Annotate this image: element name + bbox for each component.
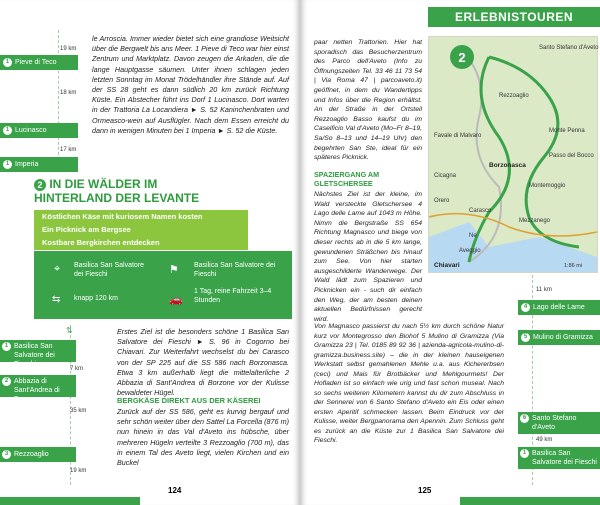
map-label: Chiavari (434, 262, 460, 269)
map-label: Ne (469, 233, 477, 239)
tour-duration: 1 Tag, reine Fahrzeit 3–4 Stunden (194, 288, 272, 304)
map-pin-icon: 6 (520, 414, 529, 423)
section-header: ERLEBNISTOUREN (428, 7, 600, 27)
page-footer-bar (460, 497, 600, 505)
timeline-stop-abbazia: 2 Abbazia di Sant'Andrea di Borzone (0, 375, 76, 397)
timeline-stop-lago: 4 Lago delle Lame (518, 300, 600, 315)
subheading: SPAZIERGANG AM GLETSCHERSEE (314, 170, 380, 188)
timeline-km: 35 km (70, 408, 87, 414)
map-pin-icon: 3 (2, 450, 11, 459)
map-pin-icon: 1 (2, 342, 11, 351)
subheading: BERGKÄSE DIREKT AUS DER KÄSEREI (117, 396, 261, 405)
location-pin-icon: ⌖ (54, 263, 61, 275)
body-text: Erstes Ziel ist die besonders schöne 1 Basilica San Salvatore dei Fieschi ► S. 96 in Cogorno bei Chiavari. Zur Weiterfahrt wechselst du bei Carasco von der SP 225 auf die SS 586 nach Borzonasca. Etwa 3 km außerhalb liegt die mittelalterliche 2 Abbazia di Sant'Andrea di Borzone vor der Kulisse bewaldeter Hügel. (117, 327, 289, 398)
tour-heading: 2 IN DIE WÄLDER IM HINTERLAND DER LEVANTE (34, 177, 200, 205)
map-tour-badge: 2 (458, 50, 466, 65)
return-arrows-icon: ⇅ (66, 326, 73, 335)
map-label: Montemoggio (529, 183, 566, 189)
map-label: Passo del Bocco (549, 153, 594, 159)
car-icon: 🚗 (169, 294, 183, 306)
map-pin-icon: 4 (521, 303, 530, 312)
timeline-stop-rezzoaglio: 3 Rezzoaglio (0, 447, 76, 462)
timeline-km: 18 km (60, 90, 77, 96)
page-number: 125 (418, 486, 432, 495)
tour-start: Basilica San Salvatore dei Fieschi (74, 262, 145, 278)
timeline-km: 19 km (60, 46, 77, 52)
flag-icon: ⚑ (169, 264, 179, 276)
map-label: Carasco (469, 208, 492, 214)
timeline-stop-lucinasco: 1 Lucinasco (0, 123, 78, 138)
timeline-km: 19 km (70, 468, 87, 474)
road-icon: ⇆ (52, 294, 61, 305)
highlight-bullet: Ein Picknick am Bergsee (34, 223, 248, 237)
timeline-km: 17 km (60, 147, 77, 153)
tour-info-box (34, 251, 292, 319)
map-label: Cicagna (434, 173, 457, 179)
intro-text: le Arroscia. Immer wieder bietet sich eine grandiose Weitsicht über die Bergwelt bis ans Meer. 1 Pieve di Teco war hier einst Zentrum und Marktplatz. Davon zeugen die Arkaden, die die lange Hauptgasse säumen. Unter ihnen schlagen jeden letzten Sonntag im Monat Trödelhändler ihre Stände auf. Auf der SS 28 geht es dann südlich 20 km zurück Richtung Küste. Ein Abstecher führt ins Dorf 1 Lucinasco. Dort warten in der Trattoria La Locandiera ► S. 52 Kaninchenbraten und Ormeasco-wein auf Ausflügler. Nach dem Essen erreicht du dann in wenigen Minuten bei 1 Imperia ► S. 52 die Küste. (92, 34, 289, 135)
map-pin-icon: 1 (520, 449, 529, 458)
tour-end: Basilica San Salvatore dei Fieschi (194, 262, 276, 278)
map-pin-icon: 1 (3, 126, 12, 135)
map-label: Borzonasca (489, 162, 526, 169)
map-pin-icon: 2 (2, 377, 11, 386)
column-text-2: Nächstes Ziel ist der kleine, im Wald versteckte Gletschersee 4 Lago delle Lame auf 1043 m Höhe. Nimm die Bergstraße SS 654 Richtung Magnasco und biege von dieser rechts ab in die 5 km lange, gewundenen Sträßchen bis hinauf zum See. Von hier starten ausgeschilderte Wanderwege. Der Wald lädt zum Spazieren und Picknicken ein - such dir einfach den Weg, der am besten deinen aktuellen Bedürfnissen gerecht wird. (314, 191, 422, 323)
right-page (300, 0, 600, 505)
map-label: Mezzanego (519, 218, 551, 224)
map-label: Favale di Malvaro (434, 133, 482, 139)
timeline-stop-santo-stefano: 6 Santo Stefano d'Aveto (518, 412, 600, 434)
highlight-bullet: Kostbare Bergkirchen entdecken (34, 236, 248, 250)
column-text: paar netten Trattorien. Hier hat sporadisch das Besucherzentrum des Parco dell'Aveto (Info zu Öffnungszeiten Tel. 33 46 11 73 54 | Via Roma 47 | parcoaveto.it) geöffnet, in dem du Wandertipps und Infos über die Region erhältst. An der Straße in der Ortsteil Rezzoaglio Basso kaufst du im Caseificio Val d'Aveto (Mo–Fr 8–19, Sa/So 8–13 und 14–19 Uhr) den begehrten San Ste, ideal für ein späteres Picknick. (314, 39, 422, 162)
highlight-bullet: Köstlichen Käse mit kuriosem Namen kosten (34, 210, 248, 224)
page-footer-bar (0, 497, 140, 505)
timeline-stop-mulino: 5 Mulino di Gramizza (518, 330, 600, 345)
tour-number-badge: 2 (34, 179, 46, 191)
timeline-stop-basilica-end: 1 Basilica San Salvatore dei Fieschi (518, 447, 600, 469)
page-number: 124 (168, 486, 182, 495)
timeline-km: 49 km (536, 437, 553, 443)
map-graphic (429, 37, 597, 272)
timeline-line (58, 30, 59, 165)
map-pin-icon: 1 (3, 58, 12, 67)
timeline-stop-basilica: 1 Basilica San Salvatore dei Fieschi (0, 340, 76, 362)
map-pin-icon: 5 (521, 333, 530, 342)
timeline-stop-imperia: 1 Imperia (0, 157, 78, 172)
map-label: Aveggio (459, 248, 481, 254)
timeline-stop-pieve: 1 Pieve di Teco (0, 55, 78, 70)
map-label: Monte Penna (549, 128, 585, 134)
map-label: Rezzoaglio (499, 93, 529, 99)
body-text-2: Zurück auf der SS 586, geht es kurvig bergauf und sehr schön weiter über den Sattel La Forcella (876 m) nun hinein in das Val d'Aveto ins hübsche, über mehreren Hügeln verteilte 3 Rezzoaglio (700 m), das in einem Tal des Aveto liegt, vielen Kirchen und ein Buckel (117, 407, 289, 468)
map-label: Orero (434, 198, 450, 204)
map-pin-icon: 1 (3, 160, 12, 169)
bottom-text: Von Magnasco passierst du nach 5½ km durch schöne Natur kurz vor Montegrosso den Biohof 5 Mulino di Gramizza (Via Gramizza 23 | Tel. 0185 89 92 36 | azienda-agricola-mulino-di-gramizza.business.site) – die in der kleinen hauseigenen Werkstatt selbst gemahlenen Mehle u.a. aus Kichererbsen (ceci) und Mais für Brotbäcker und Mehlgourmets! Der Hofladen ist so einfach wie urig und fast schon museal. Nach so sechs weiteren Kilometern kannst du dir zum Abschluss in der Sennerei von 6 Santo Stefano d'Aveto ein Eis oder einen ersten Aperitif schmecken lassen. Beim Eindruck vor der Kulisse, weiter Bergpanorama den Apennin. Zum Schluss geht es zurück an die Küste zur 1 Basilica San Salvatore dei Fieschi. (314, 323, 504, 444)
timeline-km: 7 km (70, 366, 84, 372)
route-map (428, 36, 598, 273)
flag-icon (40, 161, 46, 166)
timeline-km: 11 km (536, 287, 552, 293)
tour-distance: knapp 120 km (74, 295, 118, 302)
map-scale: 1:86 mi (564, 263, 583, 269)
map-label: Santo Stefano d'Aveto (539, 45, 599, 51)
